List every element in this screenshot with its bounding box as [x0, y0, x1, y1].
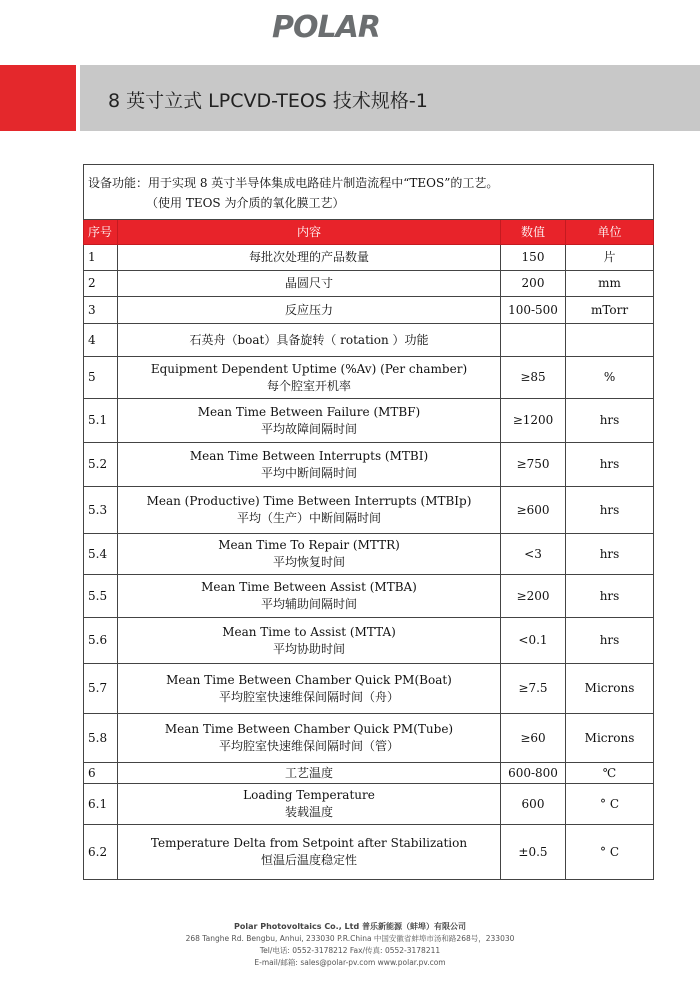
row-content-cn: 装载温度 [284, 805, 333, 819]
row-no: 5.6 [84, 618, 118, 664]
row-value [501, 324, 566, 357]
row-content-cn: 平均故障间隔时间 [260, 421, 357, 436]
row-content-cn: 晶圆尺寸 [284, 276, 333, 290]
row-content-cn: 反应压力 [284, 302, 333, 317]
row-value: ±0.5 [501, 825, 566, 880]
table-row [84, 784, 654, 825]
polar-logo [272, 8, 392, 48]
footer-address: 268 Tanghe Rd. Bengbu, Anhui, 233030 P.R.China 中国安徽省蚌埠市汤和路268号，233030 [185, 934, 515, 943]
row-value: 150 [501, 245, 566, 271]
row-unit: hrs [566, 575, 654, 618]
footer-web: E-mail/邮箱: sales@polar-pv.com www.polar.pv.com [254, 958, 446, 967]
row-value: <0.1 [501, 618, 566, 664]
table-row [84, 763, 654, 784]
function-text: 设备功能：用于实现 8 英寸半导体集成电路硅片制造流程中“TEOS”的工艺。 [88, 176, 499, 190]
row-content-en: Mean (Productive) Time Between Interrupts (MTBIp) [146, 494, 472, 508]
row-no: 6 [84, 763, 118, 784]
row-no: 6.2 [84, 825, 118, 880]
row-content [118, 534, 501, 575]
row-value: 600 [501, 784, 566, 825]
row-unit: ℃ [566, 763, 654, 784]
header-no: 序号 [84, 220, 118, 245]
table-row [84, 664, 654, 714]
row-content-cn: 石英舟（boat）具备旋转（ rotation ）功能 [189, 332, 429, 347]
header-unit: 单位 [566, 220, 654, 245]
table-header [84, 220, 654, 245]
row-value: <3 [501, 534, 566, 575]
row-no: 5.4 [84, 534, 118, 575]
row-content-cn: 平均腔室快速维保间隔时间（舟） [218, 689, 399, 704]
row-no: 5.2 [84, 443, 118, 487]
row-content-en: Loading Temperature [243, 788, 375, 802]
header-accent-bar [0, 65, 76, 131]
row-content-cn: 平均中断间隔时间 [260, 465, 357, 480]
row-value: ≥7.5 [501, 664, 566, 714]
footer [0, 921, 700, 969]
row-content-en: Mean Time Between Interrupts (MTBI) [189, 448, 429, 463]
footer-company: Polar Photovoltaics Co., Ltd 普乐新能源（蚌埠）有限公司 [234, 922, 466, 931]
table-row [84, 487, 654, 534]
table-row [84, 534, 654, 575]
row-no: 5.3 [84, 487, 118, 534]
table-row [84, 297, 654, 324]
row-content [118, 487, 501, 534]
footer-phone: Tel/电话: 0552-3178212 Fax/传真: 0552-3178211 [259, 946, 441, 955]
row-unit: Microns [566, 714, 654, 763]
row-value: ≥1200 [501, 399, 566, 443]
row-content-cn: 每批次处理的产品数量 [248, 250, 369, 264]
row-content-cn: 平均辅助间隔时间 [260, 597, 357, 611]
row-content [118, 664, 501, 714]
row-content-en: Mean Time Between Failure (MTBF) [197, 404, 421, 419]
row-content [118, 399, 501, 443]
row-content-cn: 工艺温度 [284, 765, 333, 780]
row-content-en: Equipment Dependent Uptime (%Av) (Per chamber) [150, 361, 468, 376]
row-unit: hrs [566, 534, 654, 575]
table-row [84, 357, 654, 399]
row-content-cn: 恒温后温度稳定性 [260, 853, 357, 867]
function-note: （使用 TEOS 为介质的氧化膜工艺） [146, 196, 345, 210]
row-unit: hrs [566, 399, 654, 443]
row-unit: ° C [566, 784, 654, 825]
table-row [84, 271, 654, 297]
row-unit: Microns [566, 664, 654, 714]
page-title: 8 英寸立式 LPCVD-TEOS 技术规格-1 [108, 90, 428, 112]
row-unit: mm [566, 271, 654, 297]
table-row [84, 714, 654, 763]
row-content [118, 271, 501, 297]
row-no: 6.1 [84, 784, 118, 825]
row-unit: hrs [566, 443, 654, 487]
header-content: 内容 [118, 220, 501, 245]
table-row [84, 324, 654, 357]
table-row [84, 443, 654, 487]
row-content [118, 825, 501, 880]
logo-text: POLAR [272, 10, 380, 45]
row-unit: ° C [566, 825, 654, 880]
row-no: 5.8 [84, 714, 118, 763]
row-content-en: Temperature Delta from Setpoint after Stabilization [150, 836, 468, 850]
row-content-en: Mean Time to Assist (MTTA) [222, 624, 396, 639]
row-value: ≥60 [501, 714, 566, 763]
row-no: 1 [84, 245, 118, 271]
spec-table [83, 164, 654, 880]
row-content [118, 714, 501, 763]
row-content [118, 763, 501, 784]
row-content [118, 357, 501, 399]
row-content-en: Mean Time Between Assist (MTBA) [201, 580, 417, 594]
row-value: ≥750 [501, 443, 566, 487]
row-content [118, 784, 501, 825]
row-content-cn: 平均协助时间 [272, 641, 345, 656]
row-content-cn: 平均（生产）中断间隔时间 [236, 511, 381, 525]
row-content [118, 245, 501, 271]
table-row [84, 575, 654, 618]
table-row [84, 825, 654, 880]
function-description [84, 165, 654, 220]
row-content-cn: 平均腔室快速维保间隔时间（管） [218, 739, 399, 753]
row-content-en: Mean Time To Repair (MTTR) [218, 538, 400, 552]
row-unit: hrs [566, 618, 654, 664]
row-value: ≥600 [501, 487, 566, 534]
row-content-cn: 平均恢复时间 [272, 555, 345, 569]
row-no: 5.7 [84, 664, 118, 714]
row-content [118, 297, 501, 324]
header-value: 数值 [501, 220, 566, 245]
table-row [84, 245, 654, 271]
row-no: 5 [84, 357, 118, 399]
row-value: 200 [501, 271, 566, 297]
row-content [118, 443, 501, 487]
row-content [118, 324, 501, 357]
row-no: 5.1 [84, 399, 118, 443]
row-value: 600-800 [501, 763, 566, 784]
row-unit [566, 324, 654, 357]
row-unit: % [566, 357, 654, 399]
intro-row [84, 165, 654, 220]
row-content-en: Mean Time Between Chamber Quick PM(Boat) [166, 672, 452, 687]
table-row [84, 399, 654, 443]
row-content-en: Mean Time Between Chamber Quick PM(Tube) [164, 722, 454, 736]
row-no: 4 [84, 324, 118, 357]
row-value: ≥85 [501, 357, 566, 399]
row-no: 5.5 [84, 575, 118, 618]
table-row [84, 618, 654, 664]
row-no: 2 [84, 271, 118, 297]
row-value: ≥200 [501, 575, 566, 618]
row-content [118, 575, 501, 618]
row-unit: 片 [566, 245, 654, 271]
row-unit: hrs [566, 487, 654, 534]
row-content [118, 618, 501, 664]
row-value: 100-500 [501, 297, 566, 324]
row-unit: mTorr [566, 297, 654, 324]
row-content-cn: 每个腔室开机率 [266, 378, 351, 393]
row-no: 3 [84, 297, 118, 324]
